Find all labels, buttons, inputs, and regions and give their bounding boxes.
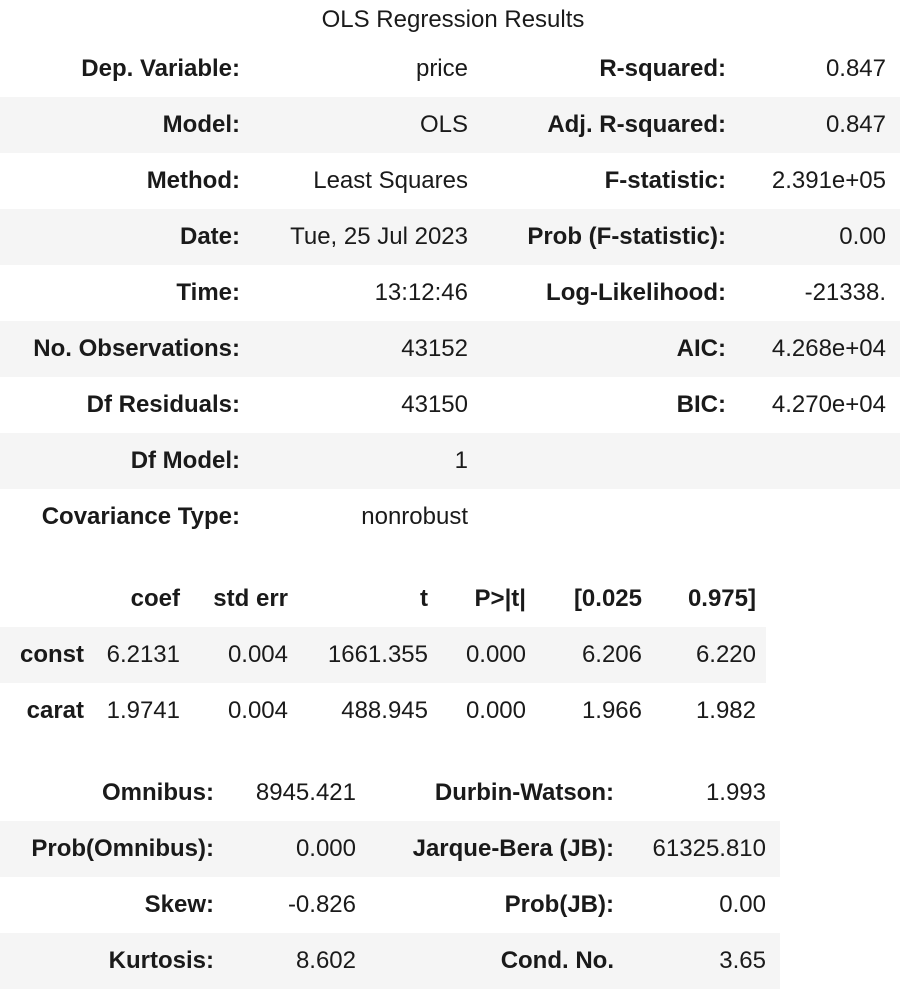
- summary-label: F-statistic:: [604, 167, 726, 194]
- diagnostic-label: Skew:: [144, 891, 214, 918]
- table-row: [0, 489, 900, 545]
- summary-value: 0.847: [734, 97, 900, 153]
- row-header: const: [0, 627, 94, 683]
- summary-value: Least Squares: [313, 167, 468, 194]
- column-header: [0, 571, 94, 627]
- table-row: [0, 627, 766, 683]
- summary-value: 4.270e+04: [771, 391, 886, 418]
- column-header: coef: [94, 571, 190, 627]
- diagnostic-label: Cond. No.: [366, 933, 624, 989]
- table-row: [0, 765, 780, 821]
- diagnostic-value: 8.602: [224, 933, 366, 989]
- summary-label: No. Observations:: [0, 321, 248, 377]
- table-cell: 0.004: [227, 697, 288, 724]
- diagnostic-value: 3.65: [624, 933, 780, 989]
- summary-label: [476, 433, 734, 489]
- table-cell: 1.982: [695, 697, 756, 724]
- column-header: [0.025: [536, 571, 652, 627]
- summary-value: 43150: [401, 391, 468, 418]
- summary-value: 2.391e+05: [771, 167, 886, 194]
- table-row: [0, 683, 766, 739]
- table-row: [0, 377, 900, 433]
- column-header: t: [298, 571, 438, 627]
- summary-label: Method:: [146, 167, 240, 194]
- diagnostic-label: Prob(JB):: [504, 891, 614, 918]
- table-row: [0, 433, 900, 489]
- summary-value: price: [415, 55, 468, 82]
- diagnostic-value: 61325.810: [624, 821, 780, 877]
- summary-value: -21338.: [804, 279, 886, 306]
- table-cell: 488.945: [341, 697, 428, 724]
- diagnostic-value: -0.826: [287, 891, 356, 918]
- summary-label: Df Residuals:: [86, 391, 240, 418]
- diagnostic-label: Durbin-Watson:: [434, 779, 614, 806]
- table-cell: 0.004: [190, 627, 298, 683]
- row-header: carat: [26, 697, 84, 724]
- table-cell: 6.2131: [94, 627, 190, 683]
- coefficients-table: [0, 571, 766, 739]
- summary-label: Model:: [0, 97, 248, 153]
- table-row: [0, 209, 900, 265]
- summary-value: 43152: [248, 321, 476, 377]
- table-header-row: [0, 571, 766, 627]
- summary-label: R-squared:: [599, 55, 726, 82]
- summary-value: 0.847: [825, 55, 886, 82]
- column-header: 0.975]: [652, 571, 766, 627]
- summary-value: 0.00: [734, 209, 900, 265]
- summary-label: Log-Likelihood:: [546, 279, 726, 306]
- summary-label: [476, 489, 734, 545]
- diagnostic-value: 0.00: [719, 891, 766, 918]
- table-cell: 6.206: [536, 627, 652, 683]
- table-caption: OLS Regression Results: [321, 6, 585, 33]
- diagnostic-label: Omnibus:: [102, 779, 214, 806]
- table-cell: 6.220: [652, 627, 766, 683]
- summary-value: [734, 489, 900, 545]
- table-cell: 1.9741: [106, 697, 180, 724]
- summary-label: Date:: [0, 209, 248, 265]
- diagnostic-value: 0.000: [224, 821, 366, 877]
- summary-label: Adj. R-squared:: [476, 97, 734, 153]
- table-cell: 0.000: [465, 697, 526, 724]
- table-row: [0, 41, 900, 97]
- table-cell: 1.966: [581, 697, 642, 724]
- summary-label: Time:: [176, 279, 240, 306]
- table-row: [0, 321, 900, 377]
- summary-label: Df Model:: [0, 433, 248, 489]
- diagnostic-label: Prob(Omnibus):: [0, 821, 224, 877]
- table-cell: 0.000: [438, 627, 536, 683]
- diagnostic-value: 8945.421: [255, 779, 356, 806]
- summary-value: 13:12:46: [374, 279, 468, 306]
- diagnostic-label: Jarque-Bera (JB):: [366, 821, 624, 877]
- summary-value: Tue, 25 Jul 2023: [248, 209, 476, 265]
- summary-value: [734, 433, 900, 489]
- table-row: [0, 97, 900, 153]
- table-row: [0, 877, 780, 933]
- diagnostic-value: 1.993: [705, 779, 766, 806]
- model-summary-table: [0, 41, 900, 545]
- summary-value: 1: [248, 433, 476, 489]
- column-header: P>|t|: [438, 571, 536, 627]
- summary-label: Dep. Variable:: [81, 55, 240, 82]
- summary-label: AIC:: [476, 321, 734, 377]
- table-row: [0, 265, 900, 321]
- diagnostic-label: Kurtosis:: [0, 933, 224, 989]
- summary-label: Covariance Type:: [41, 503, 240, 530]
- summary-label: BIC:: [676, 391, 726, 418]
- summary-value: OLS: [248, 97, 476, 153]
- table-row: [0, 933, 780, 989]
- table-row: [0, 821, 780, 877]
- summary-value: nonrobust: [361, 503, 468, 530]
- column-header: std err: [190, 571, 298, 627]
- summary-value: 4.268e+04: [734, 321, 900, 377]
- summary-label: Prob (F-statistic):: [476, 209, 734, 265]
- table-row: [0, 153, 900, 209]
- diagnostics-table: [0, 765, 780, 989]
- table-cell: 1661.355: [298, 627, 438, 683]
